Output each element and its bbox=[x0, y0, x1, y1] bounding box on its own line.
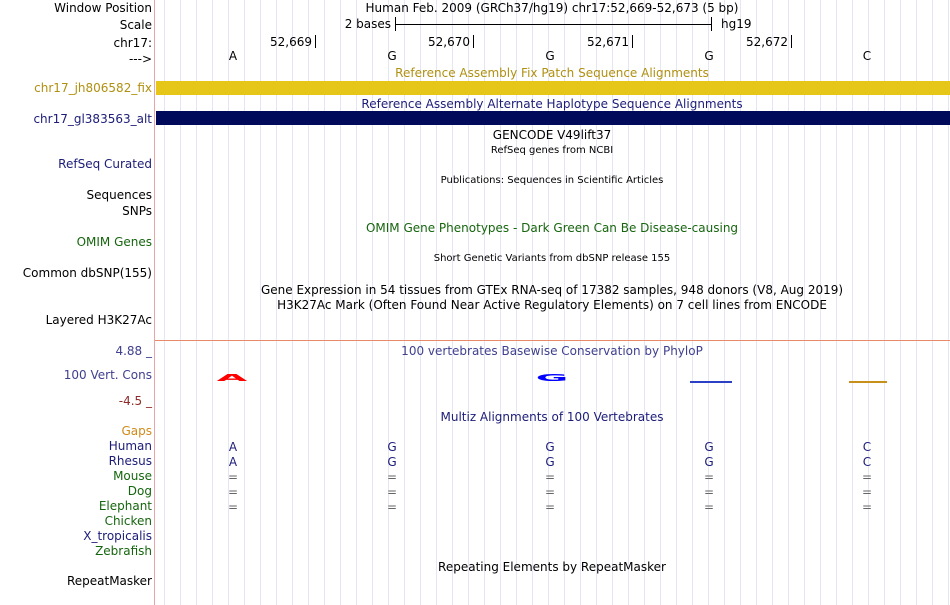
conservation-track-separator bbox=[155, 340, 950, 341]
species-base: G bbox=[387, 455, 397, 469]
species-base: = bbox=[544, 500, 556, 514]
coordinate-tick bbox=[473, 35, 474, 48]
species-base: = bbox=[861, 500, 873, 514]
conservation-logo-glyph: G bbox=[535, 371, 569, 384]
species-label-gaps[interactable]: Gaps bbox=[121, 424, 152, 438]
species-base: G bbox=[545, 455, 555, 469]
fix-patch-alignment-bar[interactable] bbox=[156, 81, 950, 95]
reference-base: G bbox=[704, 49, 714, 63]
coordinate-label: 52,672 bbox=[746, 35, 788, 49]
species-base: = bbox=[386, 470, 398, 484]
gencode-track-title[interactable]: GENCODE V49lift37 bbox=[492, 128, 612, 142]
fix-patch-track-label[interactable]: chr17_jh806582_fix bbox=[34, 81, 152, 95]
species-base: G bbox=[387, 440, 397, 454]
species-base: = bbox=[227, 470, 239, 484]
publications-track-title[interactable]: Publications: Sequences in Scientific Articles bbox=[440, 175, 664, 186]
sequences-track-label[interactable]: Sequences bbox=[86, 188, 152, 202]
reference-base: G bbox=[545, 49, 555, 63]
species-base: = bbox=[703, 470, 715, 484]
window-position-label: Window Position bbox=[54, 1, 152, 15]
species-label-elephant[interactable]: Elephant bbox=[98, 499, 152, 513]
scale-bar-right-tick bbox=[711, 17, 712, 31]
species-label-x-tropicalis[interactable]: X_tropicalis bbox=[83, 529, 152, 543]
species-base: = bbox=[861, 485, 873, 499]
repeatmasker-track-title[interactable]: Repeating Elements by RepeatMasker bbox=[438, 560, 666, 574]
species-base: = bbox=[861, 470, 873, 484]
species-base: A bbox=[228, 455, 238, 469]
conservation-max-value: 4.88 _ bbox=[115, 344, 152, 358]
strand-label: ---> bbox=[128, 52, 152, 66]
alt-haplotype-alignment-bar[interactable] bbox=[156, 111, 950, 125]
species-base: = bbox=[703, 485, 715, 499]
repeatmasker-track-label[interactable]: RepeatMasker bbox=[66, 574, 152, 588]
coordinate-label: 52,670 bbox=[428, 35, 470, 49]
chromosome-label: chr17: bbox=[113, 36, 152, 50]
species-label-zebrafish[interactable]: Zebrafish bbox=[95, 544, 152, 558]
reference-base: A bbox=[228, 49, 238, 63]
species-base: = bbox=[544, 470, 556, 484]
conservation-track-label[interactable]: 100 Vert. Cons bbox=[63, 368, 152, 382]
species-label-mouse[interactable]: Mouse bbox=[113, 469, 152, 483]
conservation-score-bar bbox=[690, 381, 732, 383]
species-base: G bbox=[704, 455, 714, 469]
reference-base: C bbox=[862, 49, 872, 63]
species-base: G bbox=[545, 440, 555, 454]
alt-haplotype-track-title[interactable]: Reference Assembly Alternate Haplotype Sequence Alignments bbox=[361, 97, 743, 111]
alt-haplotype-track-label[interactable]: chr17_gl383563_alt bbox=[33, 112, 152, 126]
reference-base: G bbox=[387, 49, 397, 63]
omim-track-title[interactable]: OMIM Gene Phenotypes - Dark Green Can Be Disease-causing bbox=[365, 221, 739, 235]
species-base: C bbox=[862, 440, 872, 454]
scale-left-text: 2 bases bbox=[344, 17, 391, 31]
conservation-min-value: -4.5 _ bbox=[118, 394, 152, 408]
window-position-value: Human Feb. 2009 (GRCh37/hg19) chr17:52,669-52,673 (5 bp) bbox=[365, 1, 739, 15]
conservation-logo-glyph: A bbox=[216, 371, 248, 384]
scale-bar bbox=[395, 24, 712, 25]
coordinate-tick bbox=[315, 35, 316, 48]
species-base: = bbox=[227, 485, 239, 499]
species-base: G bbox=[704, 440, 714, 454]
species-base: = bbox=[227, 500, 239, 514]
h3k27ac-track-title[interactable]: H3K27Ac Mark (Often Found Near Active Regulatory Elements) on 7 cell lines from ENCODE bbox=[277, 298, 827, 312]
species-label-rhesus[interactable]: Rhesus bbox=[108, 454, 152, 468]
species-base: = bbox=[386, 500, 398, 514]
multiz-track-title[interactable]: Multiz Alignments of 100 Vertebrates bbox=[440, 410, 664, 424]
scale-assembly: hg19 bbox=[721, 17, 752, 31]
omim-track-label[interactable]: OMIM Genes bbox=[76, 235, 152, 249]
refseq-track-label[interactable]: RefSeq Curated bbox=[58, 157, 152, 171]
species-base: = bbox=[703, 500, 715, 514]
conservation-track-title[interactable]: 100 vertebrates Basewise Conservation by PhyloP bbox=[401, 344, 703, 358]
refseq-track-title[interactable]: RefSeq genes from NCBI bbox=[490, 145, 614, 156]
species-base: C bbox=[862, 455, 872, 469]
dbsnp-track-label[interactable]: Common dbSNP(155) bbox=[22, 266, 152, 280]
species-base: A bbox=[228, 440, 238, 454]
species-label-chicken[interactable]: Chicken bbox=[104, 514, 152, 528]
coordinate-tick bbox=[632, 35, 633, 48]
species-base: = bbox=[386, 485, 398, 499]
species-label-dog[interactable]: Dog bbox=[127, 484, 152, 498]
h3k27ac-track-label[interactable]: Layered H3K27Ac bbox=[45, 313, 152, 327]
species-label-human[interactable]: Human bbox=[108, 439, 152, 453]
conservation-score-bar bbox=[849, 381, 887, 383]
snps-track-label[interactable]: SNPs bbox=[122, 204, 152, 218]
species-base: = bbox=[544, 485, 556, 499]
dbsnp-track-title[interactable]: Short Genetic Variants from dbSNP release 155 bbox=[433, 253, 671, 264]
coordinate-label: 52,669 bbox=[270, 35, 312, 49]
coordinate-label: 52,671 bbox=[587, 35, 629, 49]
gtex-track-title[interactable]: Gene Expression in 54 tissues from GTEx RNA-seq of 17382 samples, 948 donors (V8, Aug 2019) bbox=[260, 283, 844, 297]
coordinate-tick bbox=[791, 35, 792, 48]
fix-patch-track-title[interactable]: Reference Assembly Fix Patch Sequence Alignments bbox=[395, 66, 709, 80]
scale-label: Scale bbox=[119, 18, 152, 32]
